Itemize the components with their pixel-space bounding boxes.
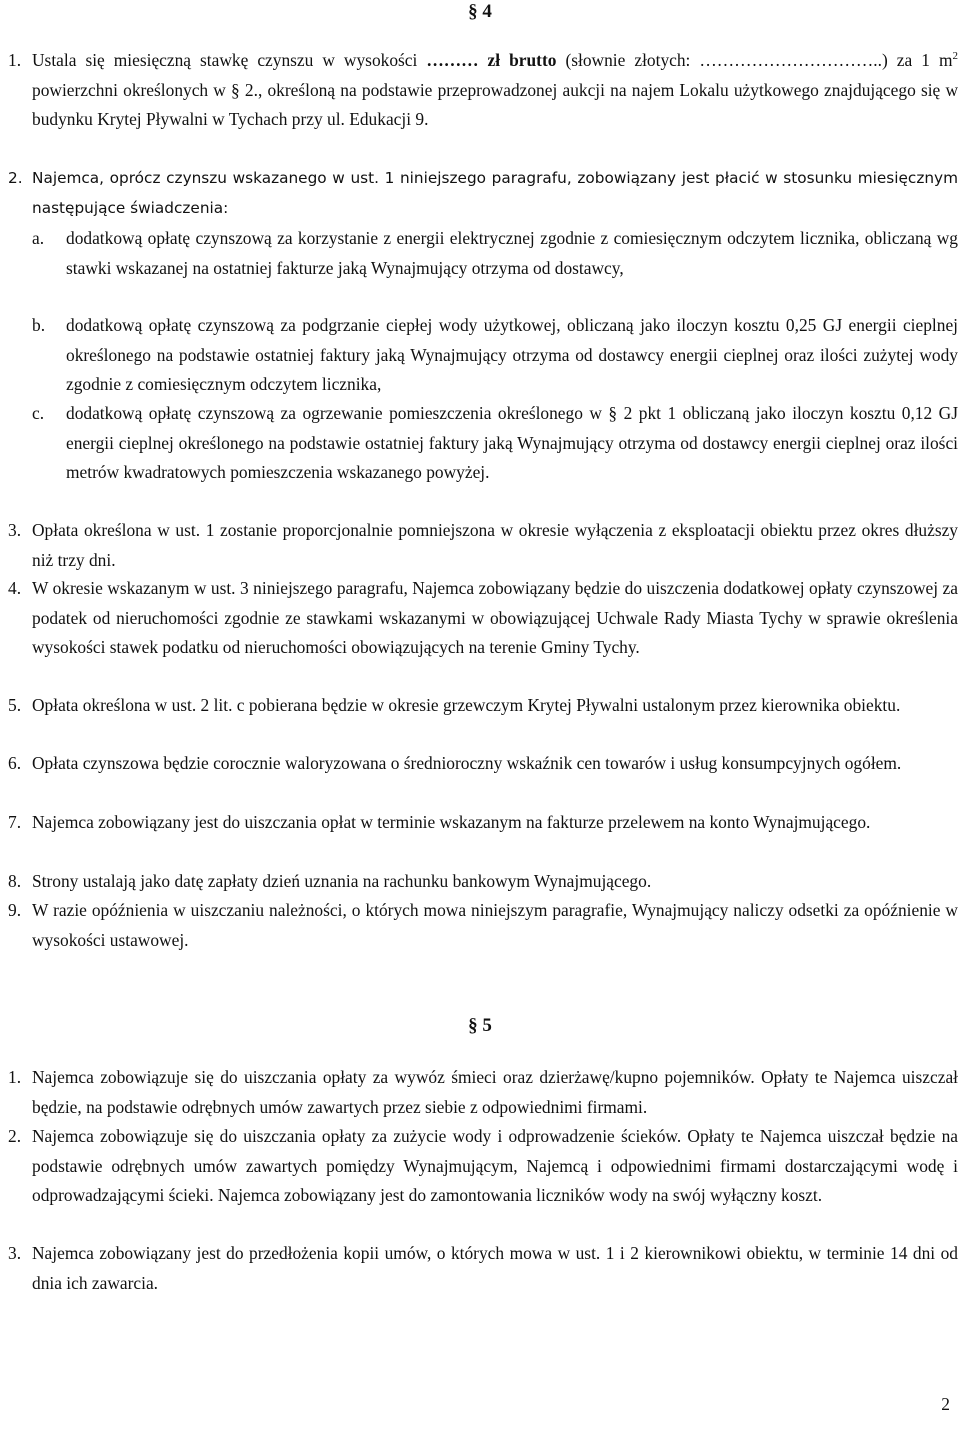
clause-text: Najemca zobowiązuje się do uiszczania opłaty za wywóz śmieci oraz dzierżawę/kupno pojemników. Opłaty te Najemca uiszczał będzie, na podstawie odrębnych umów zawartych przez siebie z odpowiednimi firmami. [32,1067,958,1117]
clause-text: Najemca, oprócz czynszu wskazanego w ust. 1 niniejszego paragrafu, zobowiązany jest płacić w stosunku miesięcznym następujące świadczenia: [32,169,958,217]
clause-4-3 [8,516,958,575]
clause-text: Najemca zobowiązany jest do przedłożenia kopii umów, o których mowa w ust. 1 i 2 kierownikowi obiektu, w terminie 14 dni od dnia ich zawarcia. [32,1243,958,1293]
clause-4-7 [8,808,958,838]
clause-label: 3. [8,1243,22,1263]
clause-4-1 [8,46,958,135]
rent-amount: ……… zł brutto [426,50,557,70]
clause-4-9 [8,896,958,955]
clause-text-part: Ustala się miesięczną stawkę czynszu w wysokości [32,50,427,70]
clause-label: 7. [8,812,22,832]
clause-text: W okresie wskazanym w ust. 3 niniejszego paragrafu, Najemca zobowiązany będzie do uiszczenia dodatkowej opłaty czynszowej za podatek od nieruchomości zgodnie ze stawkami wskazanymi w obowiązującej Uchwale Rady Miasta Tychy w sprawie określenia wysokości stawek podatku od nieruchomości obowiązujących na terenie Gminy Tychy. [32,578,958,658]
clause-label: 4. [8,578,22,598]
section-heading-5: § 5 [468,1015,492,1036]
clause-text [32,46,958,135]
clause-label: 6. [8,753,22,773]
clause-text-part: (słownie złotych: …………………………..) za 1 m [556,50,953,70]
clause-label: a. [32,228,45,248]
clause-label: 2. [8,1126,22,1146]
clause-label: 9. [8,900,22,920]
section-heading-4: § 4 [468,1,492,22]
clause-4-5 [8,691,958,721]
clause-text: dodatkową opłatę czynszową za podgrzanie ciepłej wody użytkowej, obliczaną jako iloczyn kosztu 0,25 GJ energii cieplnej określonego na podstawie ostatniej faktury jaką Wynajmujący otrzyma od dostawcy energii cieplnej oraz ilości zużytej wody zgodnie z comiesięcznym odczytem licznika, [66,315,958,395]
clause-label: 5. [8,695,22,715]
clause-label: 8. [8,871,22,891]
clause-text: dodatkową opłatę czynszową za ogrzewanie pomieszczenia określonego w § 2 pkt 1 obliczaną jako iloczyn kosztu 0,12 GJ energii cieplnej określonego na podstawie ostatniej faktury jaką Wynajmujący otrzyma od dostawcy energii cieplnej oraz ilości metrów kwadratowych pomieszczenia wskazanego powyżej. [66,403,958,483]
clause-text: Opłata czynszowa będzie corocznie waloryzowana o średnioroczny wskaźnik cen towarów i usług konsumpcyjnych ogółem. [32,753,902,773]
clause-4-2a [32,224,958,283]
clause-label: c. [32,403,45,423]
clause-4-2c [32,399,958,488]
superscript: 2 [952,50,958,63]
clause-text: Opłata określona w ust. 2 lit. c pobierana będzie w okresie grzewczym Krytej Pływalni ustalonym przez kierownika obiektu. [32,695,901,715]
clause-5-1 [8,1063,958,1122]
clause-label: 1. [8,1067,22,1087]
clause-label: 2. [8,169,23,187]
clause-label: 1. [8,50,22,70]
clause-4-6 [8,749,958,779]
clause-4-2b [32,311,958,400]
clause-5-2 [8,1122,958,1211]
clause-text: Najemca zobowiązuje się do uiszczania opłaty za zużycie wody i odprowadzenie ścieków. Opłaty te Najemca uiszczał będzie na podstawie odrębnych umów zawartych pomiędzy Wynajmującym, Najemcą i odpowiednimi firmami dostarczającymi wodę i odprowadzającymi ścieki. Najemca zobowiązany jest do zamontowania liczników wody na swój wyłączny koszt. [32,1126,958,1206]
clause-4-2 [8,164,958,223]
clause-text: Najemca zobowiązany jest do uiszczania opłat w terminie wskazanym na fakturze przelewem na konto Wynajmującego. [32,812,871,832]
page-number: 2 [941,1394,950,1414]
clause-text: Opłata określona w ust. 1 zostanie proporcjonalnie pomniejszona w okresie wyłączenia z eksploatacji obiektu przez okres dłuższy niż trzy dni. [32,520,958,570]
clause-label: 3. [8,520,22,540]
clause-5-3 [8,1239,958,1298]
clause-4-8 [8,867,958,897]
clause-label: b. [32,315,46,335]
clause-text: Strony ustalają jako datę zapłaty dzień uznania na rachunku bankowym Wynajmującego. [32,871,652,891]
clause-text: W razie opóźnienia w uiszczaniu należności, o których mowa niniejszym paragrafie, Wynajmujący naliczy odsetki za opóźnienie w wysokości ustawowej. [32,900,958,950]
clause-4-4 [8,574,958,663]
clause-text: dodatkową opłatę czynszową za korzystanie z energii elektrycznej zgodnie z comiesięcznym odczytem licznika, obliczaną wg stawki wskazanej na ostatniej fakturze jaką Wynajmujący otrzyma od dostawcy, [66,228,958,278]
clause-text-part: powierzchni określonych w § 2., określoną na podstawie przeprowadzonej aukcji na najem Lokalu użytkowego znajdującego się w budynku Krytej Pływalni w Tychach przy ul. Edukacji 9. [32,79,958,130]
